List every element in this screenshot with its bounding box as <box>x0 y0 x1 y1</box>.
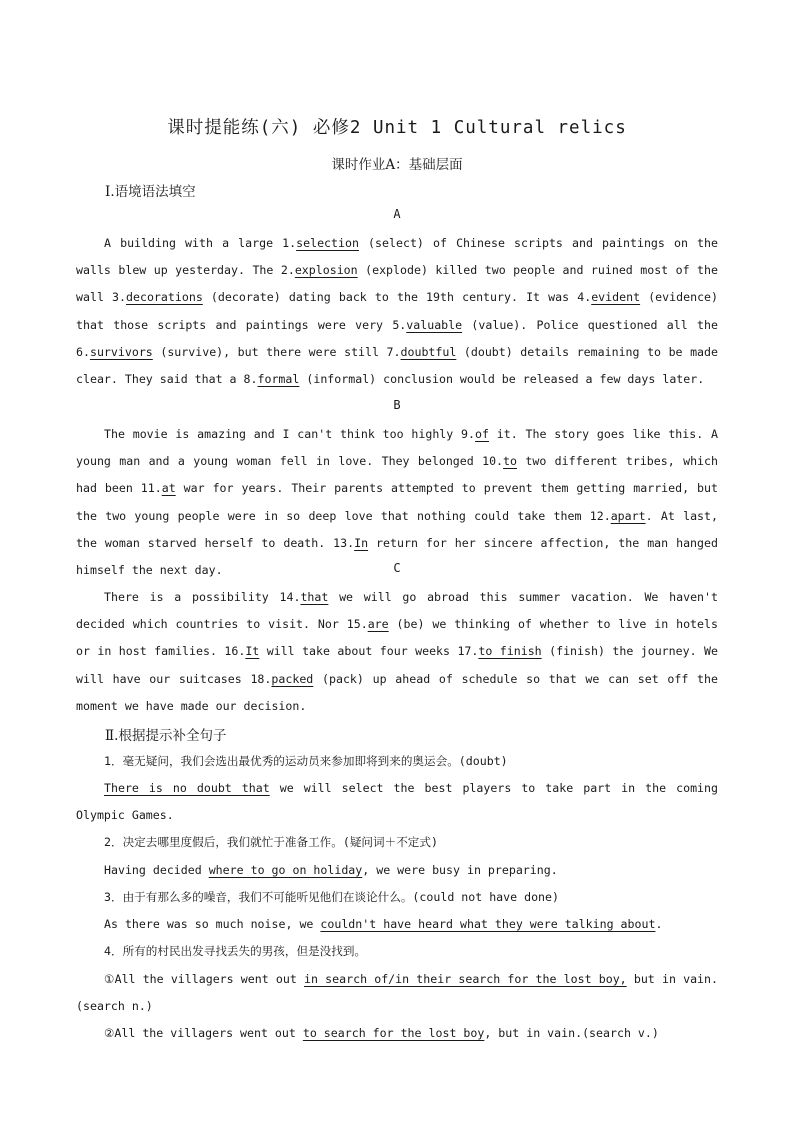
answer-blank: of <box>475 427 489 441</box>
passage-text: (be) we thinking of whether to live in hotels or in host families. 16. <box>76 617 718 659</box>
answer-text: , we were busy in preparing. <box>362 863 558 877</box>
question-4-prompt: 4．所有的村民出发寻找丢失的男孩，但是没找到。 <box>104 944 367 958</box>
passage-text: we will go abroad this summer vacation. We haven't decided which countries to visit. Nor 15. <box>76 590 718 632</box>
passage-text: return for her sincere affection, the man hanged himself the next day. <box>76 535 718 578</box>
passage-b-heading: B <box>393 398 401 412</box>
answer-blank: selection <box>296 236 359 250</box>
answer-blank: in search of/in their search for the lost boy, <box>304 972 627 986</box>
passage-b <box>76 421 718 584</box>
answer-blank: explosion <box>294 263 358 278</box>
passage-text: (select) of Chinese scripts and paintings on the walls blew up yesterday. The 2. <box>76 236 718 278</box>
passage-a-heading: A <box>393 207 401 221</box>
answer-blank: doubtful <box>400 344 457 359</box>
passage-text: it. The story goes like this. A young man and a young woman fell in love. They belonged 10. <box>76 427 718 469</box>
answer-blank: There is no doubt that <box>104 781 270 795</box>
answer-blank: It <box>245 644 260 659</box>
answer-blank: In <box>354 535 369 550</box>
passage-text: . At last, the woman starved herself to death. 13. <box>76 508 718 550</box>
question-4-sentence-1 <box>76 966 718 1020</box>
answer-blank: valuable <box>406 317 463 332</box>
passage-c-heading: C <box>393 561 401 575</box>
answer-text: As there was so much noise, we <box>104 917 321 931</box>
passage-text: (finish) the journey. We will have our suitcases 18. <box>76 644 718 686</box>
answer-text: but in vain.(search n.) <box>76 972 718 1014</box>
passage-text: (survive), but there were still 7. <box>152 344 401 359</box>
passage-text: (informal) conclusion would be released a few days later. <box>299 372 705 387</box>
answer-blank: couldn't have heard what they were talking about <box>320 917 656 931</box>
answer-blank: apart <box>610 508 646 523</box>
question-1-answer <box>76 775 718 829</box>
passage-a <box>76 230 718 393</box>
answer-blank: at <box>161 481 176 496</box>
section-heading-1: Ⅰ.语境语法填空 <box>105 184 196 200</box>
passage-text: A building with a large 1. <box>104 236 297 250</box>
page-title: 课时提能练(六) 必修2 Unit 1 Cultural relics <box>167 118 627 138</box>
passage-text: (decorate) dating back to the 19th century. It was 4. <box>202 290 592 305</box>
question-3-prompt: 3．由于有那么多的噪音，我们不可能听见他们在谈论什么。(could not have done) <box>104 890 560 904</box>
answer-blank: to finish <box>478 644 542 659</box>
question-3-answer <box>104 911 718 938</box>
passage-text: will take about four weeks 17. <box>259 644 479 659</box>
passage-text: There is a possibility 14. <box>104 590 301 604</box>
answer-text: ①All the villagers went out <box>104 972 305 986</box>
answer-blank: to search for the lost boy <box>302 1026 485 1040</box>
answer-text: we will select the best players to take part in the coming Olympic Games. <box>76 781 718 823</box>
question-2-answer <box>104 857 718 884</box>
answer-text: . <box>655 917 663 931</box>
page-subtitle: 课时作业A：基础层面 <box>331 157 463 173</box>
passage-text: (pack) up ahead of schedule so that we can set off the moment we have made our decision. <box>76 671 718 713</box>
answer-blank: evident <box>591 290 641 305</box>
passage-text: war for years. Their parents attempted to prevent them getting married, but the two young people were in so deep love that nothing could take them 12. <box>76 481 718 523</box>
answer-blank: survivors <box>89 344 153 359</box>
passage-text: two different tribes, which had been 11. <box>76 454 718 496</box>
section-heading-2: Ⅱ.根据提示补全句子 <box>105 728 227 744</box>
passage-c <box>76 584 718 720</box>
answer-text: , but in vain.(search v.) <box>484 1026 659 1040</box>
answer-blank: that <box>300 590 329 604</box>
answer-blank: formal <box>257 372 300 387</box>
answer-text: ②All the villagers went out <box>104 1026 303 1040</box>
passage-text: The movie is amazing and I can't think too highly 9. <box>104 427 476 441</box>
question-1-prompt: 1．毫无疑问，我们会选出最优秀的运动员来参加即将到来的奥运会。(doubt) <box>104 754 508 768</box>
passage-text: (value). Police questioned all the 6. <box>76 317 718 359</box>
answer-blank: decorations <box>126 290 203 305</box>
passage-text: (doubt) details remaining to be made clear. They said that a 8. <box>76 344 718 387</box>
passage-text: (explode) killed two people and ruined most of the wall 3. <box>76 263 718 305</box>
answer-blank: to <box>503 454 518 469</box>
question-2-prompt: 2．决定去哪里度假后，我们就忙于准备工作。(疑问词＋不定式) <box>104 835 438 849</box>
passage-text: (evidence) that those scripts and paintings were very 5. <box>76 290 719 332</box>
answer-blank: where to go on holiday <box>208 863 363 877</box>
answer-blank: are <box>367 617 389 632</box>
answer-blank: packed <box>271 671 314 686</box>
answer-text: Having decided <box>104 863 209 877</box>
question-4-sentence-2 <box>104 1020 718 1047</box>
